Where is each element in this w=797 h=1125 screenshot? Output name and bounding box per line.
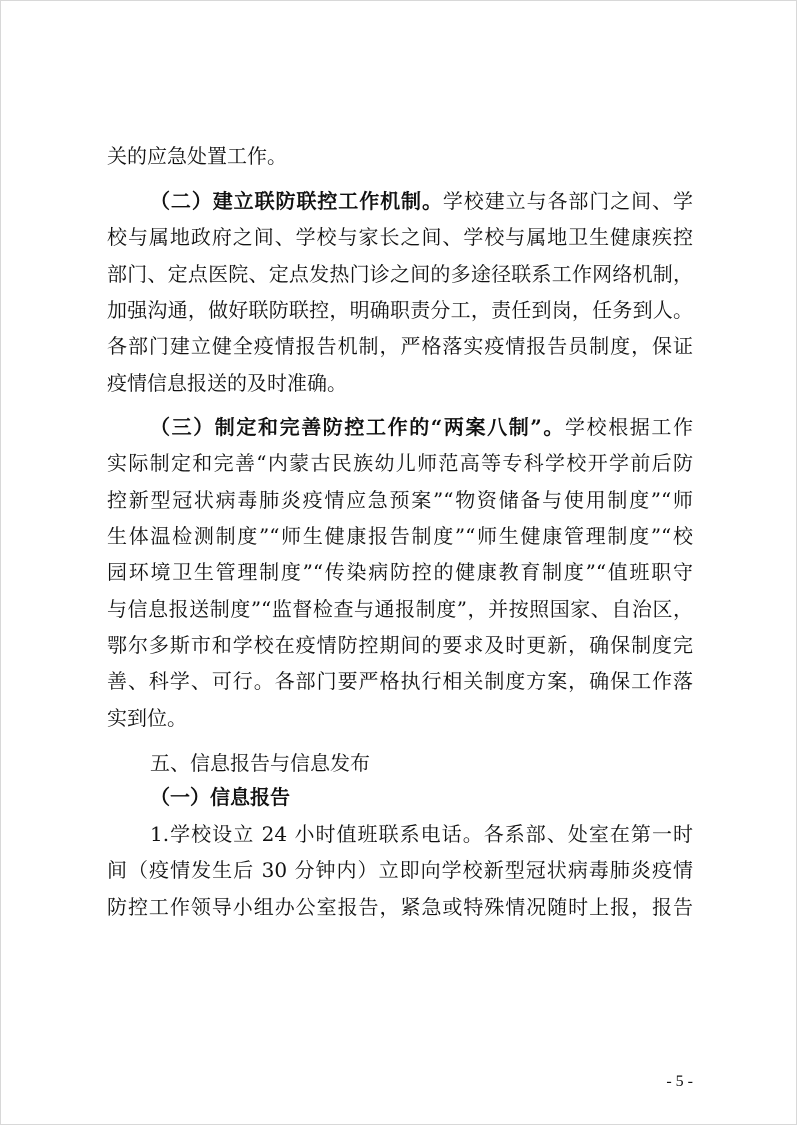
paragraph-line: 疫情信息报送的及时准确。 xyxy=(107,371,347,395)
paragraph-line: 部门、定点医院、定点发热门诊之间的多途径联系工作网络机制， xyxy=(107,262,693,286)
paragraph-line xyxy=(150,413,693,441)
paragraph-line xyxy=(150,187,693,215)
chapter-heading: 五、信息报告与信息发布 xyxy=(150,751,370,775)
paragraph-line: 园环境卫生管理制度”“传染病防控的健康教育制度”“值班职守 xyxy=(107,560,693,584)
paragraph-line: 善、科学、可行。各部门要严格执行相关制度方案，确保工作落 xyxy=(107,669,693,693)
paragraph-line: 与信息报送制度”“监督检查与通报制度”，并按照国家、自治区， xyxy=(107,597,693,621)
paragraph-line: 各部门建立健全疫情报告机制，严格落实疫情报告员制度，保证 xyxy=(107,334,693,358)
paragraph-line: 关的应急处置工作。 xyxy=(107,144,287,168)
paragraph-line: 鄂尔多斯市和学校在疫情防控期间的要求及时更新，确保制度完 xyxy=(107,633,693,657)
paragraph-text: 学校建立与各部门之间、学 xyxy=(442,189,693,213)
paragraph-line: 防控工作领导小组办公室报告，紧急或特殊情况随时上报，报告 xyxy=(107,895,693,919)
section-heading: （一）信息报告 xyxy=(150,785,290,809)
page-number: - 5 - xyxy=(666,1073,693,1090)
paragraph-text: 学校根据工作 xyxy=(565,415,693,439)
paragraph-line: 校与属地政府之间、学校与家长之间、学校与属地卫生健康疾控 xyxy=(107,225,693,249)
paragraph-line: 实际制定和完善“内蒙古民族幼儿师范高等专科学校开学前后防 xyxy=(107,451,693,475)
section-heading-inline: （三）制定和完善防控工作的“两案八制”。 xyxy=(150,415,565,439)
paragraph-line: 1.学校设立 24 小时值班联系电话。各系部、处室在第一时 xyxy=(150,822,693,846)
paragraph-line: 控新型冠状病毒肺炎疫情应急预案”“物资储备与使用制度”“师 xyxy=(107,488,693,512)
paragraph-line: 生体温检测制度”“师生健康报告制度”“师生健康管理制度”“校 xyxy=(107,524,693,548)
paragraph-line: 间（疫情发生后 30 分钟内）立即向学校新型冠状病毒肺炎疫情 xyxy=(107,858,693,882)
paragraph-line: 加强沟通，做好联防联控，明确职责分工，责任到岗，任务到人。 xyxy=(107,298,693,322)
section-heading-inline: （二）建立联防联控工作机制。 xyxy=(150,189,443,213)
paragraph-line: 实到位。 xyxy=(107,706,187,730)
